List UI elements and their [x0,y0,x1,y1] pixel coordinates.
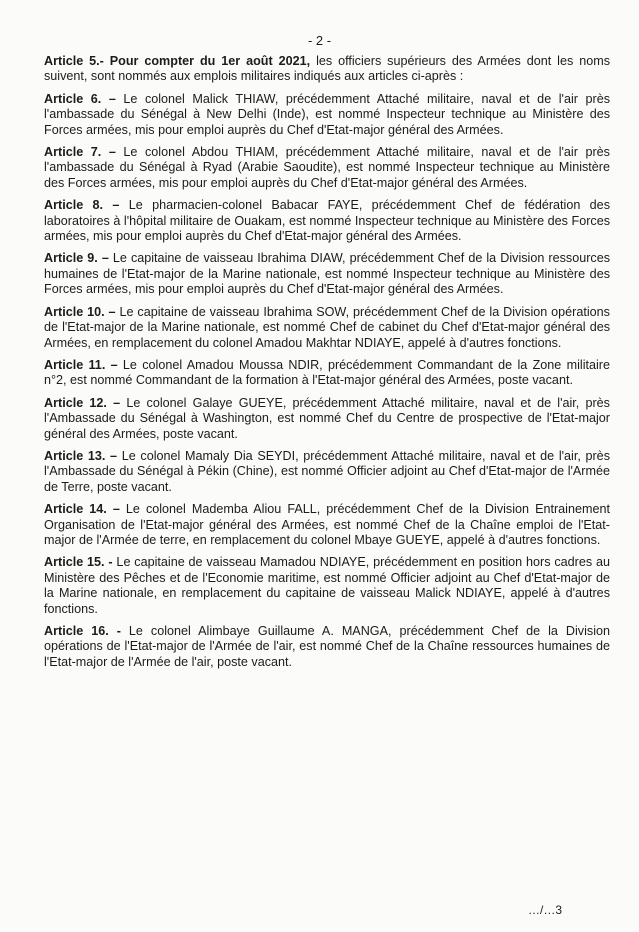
article-11 [44,358,610,389]
article-label: Article 10. – [44,304,116,319]
article-5 [44,54,610,85]
article-8 [44,198,610,244]
article-text: Le pharmacien-colonel Babacar FAYE, précédemment Chef de fédération des laboratoires à l'hôpital militaire de Ouakam, est nommé Inspecteur technique au Ministère des Forces armées, mis pour emploi auprès du Chef d'Etat-major général des Armées. [44,198,610,244]
article-label: Article 11. – [44,357,118,372]
article-text: Le colonel Galaye GUEYE, précédemment Attaché militaire, naval et de l'air, près l'Ambassade du Sénégal à Washington, est nommé Chef du Centre de prospective de l'Etat-major général des Armées, poste vacant. [44,395,610,441]
article-16 [44,624,610,670]
page-number: - 2 - [307,33,332,48]
article-text: Le colonel Mademba Aliou FALL, précédemment Chef de la Division Entrainement Organisation de l'Etat-major général des Armées, est nommé Chef de la Chaîne emploi de l'Etat-major de l'Armée de terre, en remplacement du colonel Mbaye GUEYE, appelé à d'autres fonctions. [44,502,610,547]
article-text: Le colonel Malick THIAW, précédemment Attaché militaire, naval et de l'air près l'ambassade du Sénégal à New Delhi (Inde), est nommé Inspecteur technique au Ministère des Forces armées, mis pour emploi auprès du Chef d'Etat-major général des Armées. [44,91,611,137]
article-6 [44,92,610,138]
article-label: Article 5.- Pour compter du 1er août 2021, [44,54,311,68]
article-label: Article 14. – [44,502,120,517]
article-label: Article 6. – [44,91,116,106]
article-label: Article 13. – [44,448,118,463]
article-7 [44,145,610,191]
article-text: Le colonel Alimbaye Guillaume A. MANGA, précédemment Chef de la Division opérations de l'Etat-major de l'Armée de l'air, est nommé Chef de la Chaîne ressources humaines de l'Etat-major de l'Armée de l'air, poste vacant. [44,624,610,669]
article-label: Article 7. – [44,145,116,160]
article-label: Article 8. – [44,198,120,213]
article-text: Le capitaine de vaisseau Ibrahima DIAW, précédemment Chef de la Division ressources humaines de l'Etat-major de la Marine nationale, est nommé Inspecteur technique au Ministère des Forces armées, mis pour emploi auprès du Chef d'Etat-major général des Armées. [44,251,610,297]
article-label: Article 9. – [44,251,109,266]
article-label: Article 15. - [44,555,113,570]
article-15 [44,555,610,617]
article-13 [44,449,610,495]
article-10 [44,305,610,351]
article-text: Le capitaine de vaisseau Ibrahima SOW, précédemment Chef de la Division opérations de l'Etat-major de la Marine nationale, est nommé Chef de cabinet du Chef d'Etat-major général des Armées, en remplacement du colonel Amadou Makhtar NDIAYE, appelé à d'autres fonctions. [44,304,610,350]
article-label: Article 16. - [44,624,121,638]
continuation-marker: …/…3 [528,903,563,917]
articles-list [44,54,610,677]
article-text: Le capitaine de vaisseau Mamadou NDIAYE, précédemment en position hors cadres au Ministère des Pêches et de l'Economie maritime, est nommé Officier adjoint au Chef d'Etat-major de la Marine nationale, en remplacement du capitaine de vaisseau Malick NDIAYE, appelé à d'autres fonctions. [44,555,611,616]
article-text: les officiers supérieurs des Armées dont les noms suivent, sont nommés aux emplois militaires indiqués aux articles ci-après : [44,54,610,84]
article-14 [44,502,610,548]
article-label: Article 12. – [44,395,121,410]
article-text: Le colonel Amadou Moussa NDIR, précédemment Commandant de la Zone militaire n°2, est nommé Commandant de la formation à l'Etat-major général des Armées, poste vacant. [44,357,610,388]
article-9 [44,251,610,297]
article-text: Le colonel Abdou THIAM, précédemment Attaché militaire, naval et de l'air près l'ambassade du Sénégal à Ryad (Arabie Saoudite), est nommé Inspecteur technique au Ministère des Forces armées, mis pour emploi auprès du Chef d'Etat-major général des Armées. [44,145,610,190]
article-text: Le colonel Mamaly Dia SEYDI, précédemment Attaché militaire, naval et de l'air, près l'Ambassade du Sénégal à Pékin (Chine), est nommé Officier adjoint au Chef d'Etat-major de l'Armée de Terre, poste vacant. [44,448,610,494]
article-12 [44,396,610,442]
